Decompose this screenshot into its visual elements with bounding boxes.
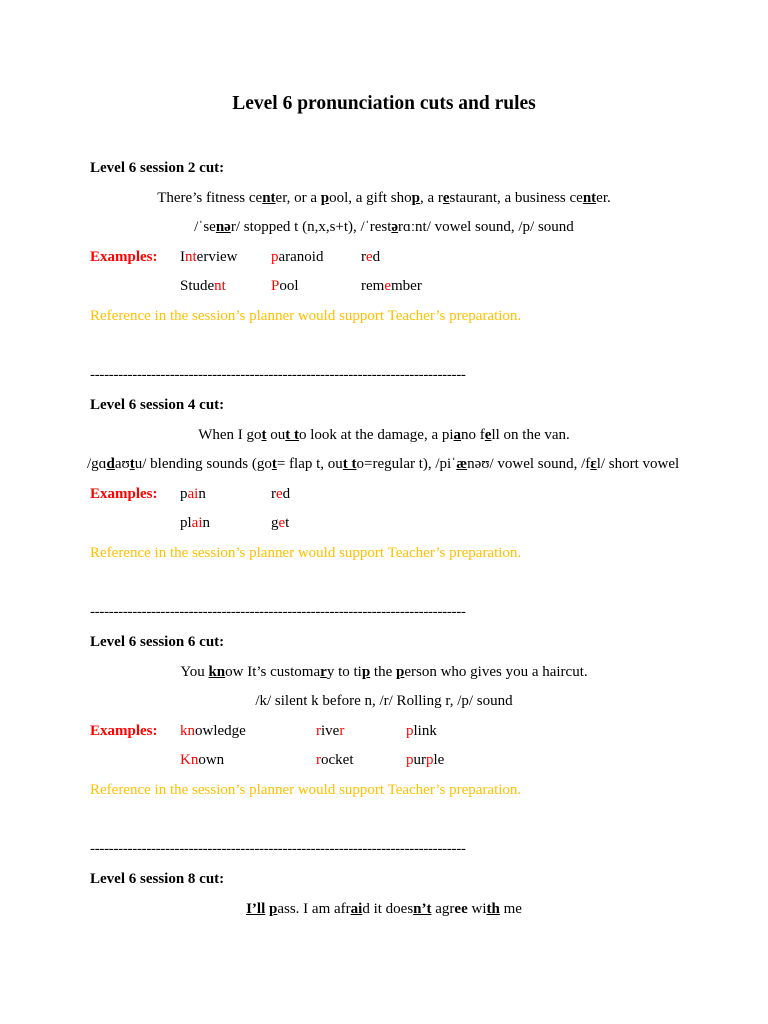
session-8-header: Level 6 session 8 cut:: [90, 871, 225, 887]
page-title: Level 6 pronunciation cuts and rules: [232, 93, 536, 114]
session-4-rule: /gɑdaʊtu/ blending sounds (got= flap t, out to=regular t), /piˈænəʊ/ vowel sound, /fɛl/ short vowel: [87, 456, 680, 472]
example-word: plink: [406, 723, 437, 739]
session-8-sentence: I’ll pass. I am afraid it doesn’t agree with me: [246, 901, 522, 917]
session-4-header: Level 6 session 4 cut:: [90, 397, 225, 413]
reference-note: Reference in the session’s planner would support Teacher’s preparation.: [90, 545, 522, 561]
example-word: Known: [180, 752, 225, 768]
example-word: paranoid: [271, 249, 324, 265]
reference-note: Reference in the session’s planner would support Teacher’s preparation.: [90, 308, 522, 324]
example-word: purple: [406, 752, 445, 768]
session-4-sentence: When I got out to look at the damage, a piano fell on the van.: [198, 427, 570, 443]
reference-note: Reference in the session’s planner would support Teacher’s preparation.: [90, 782, 522, 798]
example-word: red: [271, 486, 291, 502]
session-6-header: Level 6 session 6 cut:: [90, 634, 225, 650]
example-word: remember: [361, 278, 422, 294]
section-separator: --------------------------------------------------------------------------------: [90, 367, 466, 383]
example-word: get: [271, 515, 290, 531]
example-word: red: [361, 249, 381, 265]
session-6-rule: /k/ silent k before n, /r/ Rolling r, /p/ sound: [255, 693, 513, 709]
example-word: knowledge: [180, 723, 246, 739]
example-word: Interview: [180, 249, 238, 265]
session-2-header: Level 6 session 2 cut:: [90, 160, 225, 176]
session-2-examples-label: Examples:: [90, 249, 158, 265]
example-word: Student: [180, 278, 226, 294]
section-separator: --------------------------------------------------------------------------------: [90, 604, 466, 620]
section-separator: --------------------------------------------------------------------------------: [90, 841, 466, 857]
session-4-examples-label: Examples:: [90, 486, 158, 502]
session-6-examples-label: Examples:: [90, 723, 158, 739]
example-word: pain: [180, 486, 206, 502]
example-word: rocket: [316, 752, 354, 768]
example-word: Pool: [271, 278, 299, 294]
example-word: river: [316, 723, 345, 739]
session-6-sentence: You know It’s customary to tip the person who gives you a haircut.: [180, 664, 588, 680]
session-2-sentence: There’s fitness center, or a pool, a gift shop, a restaurant, a business center.: [157, 190, 611, 206]
session-2-rule: /ˈsenər/ stopped t (n,x,s+t), /ˈrestərɑːnt/ vowel sound, /p/ sound: [194, 219, 574, 235]
example-word: plain: [180, 515, 210, 531]
